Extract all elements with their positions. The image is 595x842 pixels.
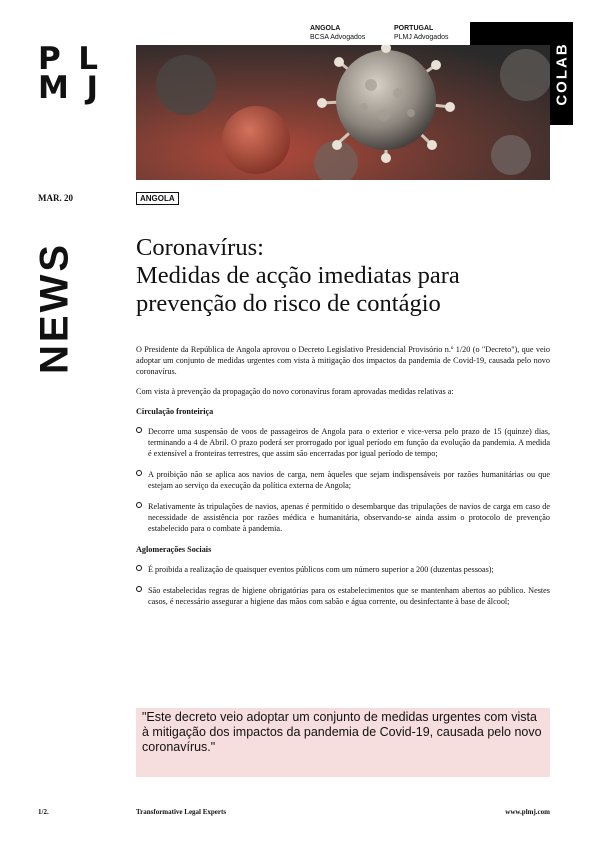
lead-paragraph: Com vista à prevenção da propagação do novo coronavírus foram aprovadas medidas relativas a: <box>136 387 454 396</box>
firm-country: ANGOLA <box>310 25 341 32</box>
colab-label: COLAB <box>553 41 570 106</box>
pull-quote: "Este decreto veio adoptar um conjunto de medidas urgentes com vista à mitigação dos impactos da pandemia de Covid-19, causada pelo novo coronavírus." <box>136 708 550 777</box>
article-title <box>136 234 460 318</box>
logo-letter: L <box>78 41 98 77</box>
country-tag: ANGOLA <box>136 192 179 205</box>
footer-slogan: Transformative Legal Experts <box>136 808 227 816</box>
firm-name: PLMJ Advogados <box>394 34 449 41</box>
section-heading-social-gatherings: Aglomerações Sociais <box>136 545 212 554</box>
publication-date: MAR. 20 <box>38 193 73 203</box>
bullet-circle-icon <box>136 565 142 571</box>
list-item <box>136 426 550 459</box>
list-item <box>136 585 550 607</box>
intro-paragraph: O Presidente da República de Angola aprovou o Decreto Legislativo Presidencial Provisório n.º 1/20 (o "Decreto"), que veio adoptar um conjunto de medidas urgentes com vista à mitigação dos impactos da pandemia de Covid-19, causada pelo novo coronavírus. <box>136 345 550 376</box>
title-line: prevenção do risco de contágio <box>136 290 441 317</box>
bullet-circle-icon <box>136 586 142 592</box>
list-item-text: Relativamente às tripulações de navios, apenas é permitido o desembarque das tripulações de navios de carga em caso de necessidade de assistência por razões médica e humanitária, observando-se ainda assim o protocolo de prevenção estabelecido para o combate à pandemia. <box>148 502 550 533</box>
plmj-logo <box>38 41 98 106</box>
hero-image-coronavirus <box>136 45 550 180</box>
list-item-text: A proibição não se aplica aos navios de carga, nem àqueles que sejam indispensáveis por razões humanitárias ou que estejam ao serviço da execução da política externa de Angola; <box>148 470 550 490</box>
logo-letter: P <box>38 41 61 77</box>
logo-letter: J <box>86 70 98 106</box>
list-item <box>136 469 550 491</box>
bullet-circle-icon <box>136 502 142 508</box>
list-item-text: São estabelecidas regras de higiene obrigatórias para os estabelecimentos que se mantenham abertos ao público. Nestes casos, é necessário assegurar a higiene das mãos com sabão e água corrente, ou desinfectante à base de álcool; <box>148 586 550 606</box>
list-item-text: Decorre uma suspensão de voos de passageiros de Angola para o exterior e vice-versa pelo prazo de 15 (quinze) dias, terminando a 4 de Abril. O prazo poderá ser prorrogado por igual período em função da evolução da pandemia. A medida é extensível a fronteiras terrestres, que assim são encerradas por igual período de tempo; <box>148 427 550 458</box>
list-item-text: É proibida a realização de quaisquer eventos públicos com um número superior a 200 (duzentas pessoas); <box>148 565 494 574</box>
list-item <box>136 501 550 534</box>
border-circulation-list <box>136 426 550 534</box>
title-line: Coronavírus: <box>136 234 264 261</box>
page-number: 1/2. <box>38 808 49 816</box>
firm-portugal <box>394 24 448 42</box>
firm-angola <box>310 24 365 42</box>
news-section-label: NEWS <box>32 242 77 374</box>
header-black-bar <box>470 22 550 45</box>
article-body <box>136 344 550 617</box>
colab-badge <box>550 22 573 125</box>
firm-country: PORTUGAL <box>394 25 434 32</box>
logo-letter: M <box>38 70 69 106</box>
virus-illustration <box>136 45 550 180</box>
firm-name: BCSA Advogados <box>310 34 366 41</box>
footer-website-link[interactable]: www.plmj.com <box>505 808 550 816</box>
social-gatherings-list <box>136 564 550 607</box>
bullet-circle-icon <box>136 427 142 433</box>
title-line: Medidas de acção imediatas para <box>136 262 460 289</box>
list-item <box>136 564 550 575</box>
section-heading-border-circulation: Circulação fronteiriça <box>136 407 214 416</box>
bullet-circle-icon <box>136 470 142 476</box>
